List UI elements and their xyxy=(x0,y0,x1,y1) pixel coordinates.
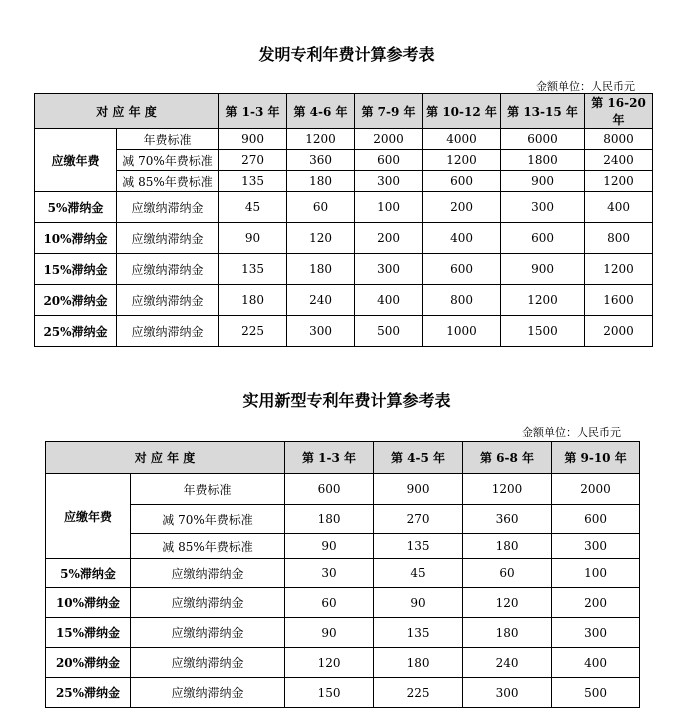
cell: 1200 xyxy=(501,285,585,316)
cell: 200 xyxy=(355,223,423,254)
cell: 360 xyxy=(463,505,552,534)
cell: 1200 xyxy=(585,254,653,285)
table-row xyxy=(46,534,640,559)
row-label: 应缴纳滞纳金 xyxy=(131,559,285,588)
invention-period-header: 第 4-6 年 xyxy=(287,94,355,129)
cell: 400 xyxy=(355,285,423,316)
cell: 900 xyxy=(501,171,585,192)
cell: 120 xyxy=(287,223,355,254)
cell: 900 xyxy=(219,129,287,150)
table-row xyxy=(46,648,640,678)
table-row xyxy=(35,171,653,192)
cell: 1500 xyxy=(501,316,585,347)
cell: 900 xyxy=(374,474,463,505)
cell: 120 xyxy=(463,588,552,618)
cell: 240 xyxy=(287,285,355,316)
cell: 1800 xyxy=(501,150,585,171)
cell: 225 xyxy=(374,678,463,708)
cell: 180 xyxy=(374,648,463,678)
cell: 240 xyxy=(463,648,552,678)
table-row xyxy=(46,618,640,648)
invention-period-header: 第 1-3 年 xyxy=(219,94,287,129)
cell: 2000 xyxy=(552,474,640,505)
cell: 6000 xyxy=(501,129,585,150)
table-row xyxy=(46,588,640,618)
cell: 225 xyxy=(219,316,287,347)
cell: 300 xyxy=(355,171,423,192)
invention-period-header: 第 7-9 年 xyxy=(355,94,423,129)
row-label: 应缴纳滞纳金 xyxy=(117,316,219,347)
invention-title: 发明专利年费计算参考表 xyxy=(258,45,435,64)
cell: 800 xyxy=(423,285,501,316)
row-label: 减 85%年费标准 xyxy=(131,534,285,559)
cell: 8000 xyxy=(585,129,653,150)
cell: 200 xyxy=(423,192,501,223)
row-label: 减 70%年费标准 xyxy=(131,505,285,534)
cell: 135 xyxy=(219,171,287,192)
cell: 1200 xyxy=(585,171,653,192)
late-fee-rate-label: 10%滞纳金 xyxy=(46,588,131,618)
cell: 300 xyxy=(552,534,640,559)
late-fee-rate-label: 10%滞纳金 xyxy=(35,223,117,254)
row-label: 年费标准 xyxy=(117,129,219,150)
cell: 600 xyxy=(285,474,374,505)
cell: 100 xyxy=(355,192,423,223)
cell: 400 xyxy=(423,223,501,254)
invention-corner-header: 对 应 年 度 xyxy=(35,94,219,129)
row-label: 减 85%年费标准 xyxy=(117,171,219,192)
table-row xyxy=(46,678,640,708)
row-label: 年费标准 xyxy=(131,474,285,505)
cell: 135 xyxy=(374,534,463,559)
utility-unit: 金额单位：人民币元 xyxy=(522,426,621,439)
cell: 270 xyxy=(219,150,287,171)
table-row xyxy=(35,192,653,223)
table-row xyxy=(46,559,640,588)
row-label: 应缴纳滞纳金 xyxy=(131,678,285,708)
late-fee-rate-label: 25%滞纳金 xyxy=(35,316,117,347)
table-row xyxy=(46,474,640,505)
late-fee-rate-label: 5%滞纳金 xyxy=(35,192,117,223)
table-row xyxy=(35,316,653,347)
cell: 300 xyxy=(287,316,355,347)
cell: 500 xyxy=(355,316,423,347)
utility-table xyxy=(45,441,640,708)
cell: 270 xyxy=(374,505,463,534)
utility-fee-group-label: 应缴年费 xyxy=(46,474,131,559)
cell: 300 xyxy=(552,618,640,648)
cell: 1200 xyxy=(423,150,501,171)
cell: 600 xyxy=(423,254,501,285)
cell: 900 xyxy=(501,254,585,285)
cell: 1000 xyxy=(423,316,501,347)
cell: 90 xyxy=(285,618,374,648)
cell: 600 xyxy=(423,171,501,192)
row-label: 应缴纳滞纳金 xyxy=(117,223,219,254)
cell: 2400 xyxy=(585,150,653,171)
cell: 360 xyxy=(287,150,355,171)
cell: 200 xyxy=(552,588,640,618)
cell: 180 xyxy=(463,618,552,648)
invention-period-header: 第 10-12 年 xyxy=(423,94,501,129)
cell: 400 xyxy=(552,648,640,678)
cell: 135 xyxy=(219,254,287,285)
cell: 150 xyxy=(285,678,374,708)
cell: 2000 xyxy=(355,129,423,150)
row-label: 应缴纳滞纳金 xyxy=(131,648,285,678)
cell: 2000 xyxy=(585,316,653,347)
cell: 600 xyxy=(552,505,640,534)
late-fee-rate-label: 15%滞纳金 xyxy=(35,254,117,285)
cell: 600 xyxy=(355,150,423,171)
row-label: 应缴纳滞纳金 xyxy=(131,618,285,648)
cell: 1200 xyxy=(287,129,355,150)
cell: 1200 xyxy=(463,474,552,505)
cell: 180 xyxy=(287,254,355,285)
cell: 60 xyxy=(287,192,355,223)
row-label: 应缴纳滞纳金 xyxy=(117,192,219,223)
row-label: 应缴纳滞纳金 xyxy=(131,588,285,618)
cell: 180 xyxy=(219,285,287,316)
cell: 400 xyxy=(585,192,653,223)
table-row xyxy=(35,129,653,150)
cell: 300 xyxy=(355,254,423,285)
cell: 4000 xyxy=(423,129,501,150)
row-label: 减 70%年费标准 xyxy=(117,150,219,171)
late-fee-rate-label: 5%滞纳金 xyxy=(46,559,131,588)
cell: 800 xyxy=(585,223,653,254)
utility-header-row xyxy=(46,442,640,474)
cell: 45 xyxy=(374,559,463,588)
cell: 90 xyxy=(374,588,463,618)
invention-fee-group-label: 应缴年费 xyxy=(35,129,117,192)
table-row xyxy=(35,254,653,285)
cell: 600 xyxy=(501,223,585,254)
cell: 90 xyxy=(285,534,374,559)
cell: 500 xyxy=(552,678,640,708)
utility-period-header: 第 9-10 年 xyxy=(552,442,640,474)
cell: 180 xyxy=(287,171,355,192)
cell: 45 xyxy=(219,192,287,223)
cell: 1600 xyxy=(585,285,653,316)
cell: 60 xyxy=(285,588,374,618)
utility-period-header: 第 4-5 年 xyxy=(374,442,463,474)
cell: 180 xyxy=(463,534,552,559)
cell: 300 xyxy=(501,192,585,223)
cell: 120 xyxy=(285,648,374,678)
invention-period-header: 第 16-20 年 xyxy=(585,94,653,129)
cell: 135 xyxy=(374,618,463,648)
row-label: 应缴纳滞纳金 xyxy=(117,285,219,316)
cell: 30 xyxy=(285,559,374,588)
invention-unit: 金额单位：人民币元 xyxy=(536,80,635,93)
table-row xyxy=(46,505,640,534)
cell: 60 xyxy=(463,559,552,588)
invention-period-header: 第 13-15 年 xyxy=(501,94,585,129)
invention-header-row xyxy=(35,94,653,129)
utility-corner-header: 对 应 年 度 xyxy=(46,442,285,474)
utility-period-header: 第 1-3 年 xyxy=(285,442,374,474)
cell: 300 xyxy=(463,678,552,708)
late-fee-rate-label: 20%滞纳金 xyxy=(46,648,131,678)
table-row xyxy=(35,285,653,316)
cell: 100 xyxy=(552,559,640,588)
late-fee-rate-label: 15%滞纳金 xyxy=(46,618,131,648)
invention-table xyxy=(34,93,653,347)
table-row xyxy=(35,150,653,171)
utility-title: 实用新型专利年费计算参考表 xyxy=(242,391,451,410)
row-label: 应缴纳滞纳金 xyxy=(117,254,219,285)
table-row xyxy=(35,223,653,254)
late-fee-rate-label: 20%滞纳金 xyxy=(35,285,117,316)
cell: 180 xyxy=(285,505,374,534)
utility-period-header: 第 6-8 年 xyxy=(463,442,552,474)
late-fee-rate-label: 25%滞纳金 xyxy=(46,678,131,708)
cell: 90 xyxy=(219,223,287,254)
